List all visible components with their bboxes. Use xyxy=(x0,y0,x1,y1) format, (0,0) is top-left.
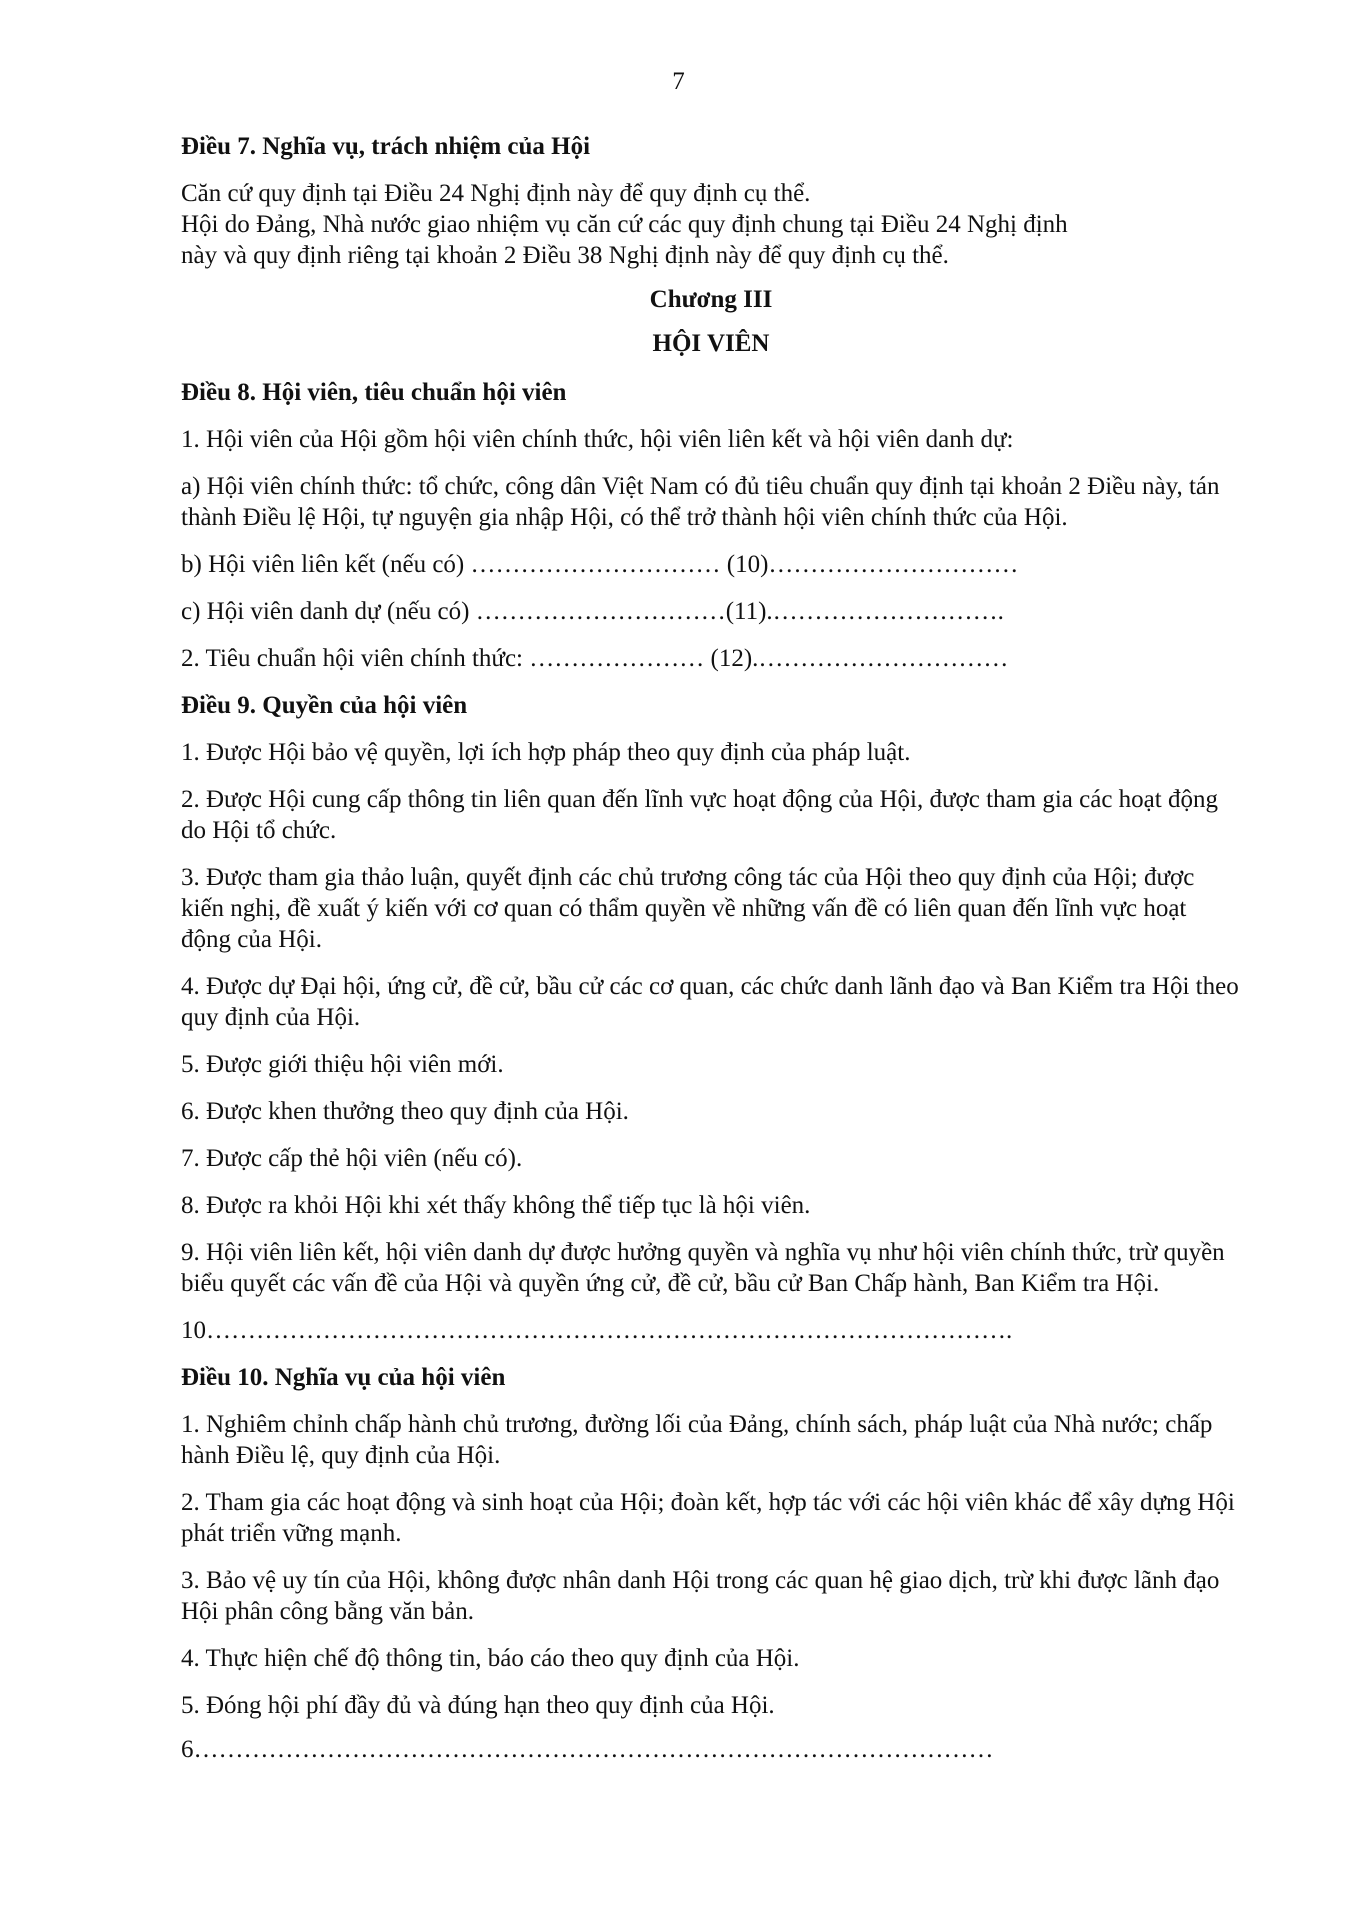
article-10-heading: Điều 10. Nghĩa vụ của hội viên xyxy=(181,1364,506,1391)
chapter-title: HỘI VIÊN xyxy=(652,330,770,357)
article-9-paragraph: 7. Được cấp thẻ hội viên (nếu có). xyxy=(181,1145,523,1172)
document-body xyxy=(181,131,1241,1765)
article-9-paragraph: 5. Được giới thiệu hội viên mới. xyxy=(181,1051,504,1078)
article-7-line: Căn cứ quy định tại Điều 24 Nghị định này để quy định cụ thể. xyxy=(181,180,811,207)
article-10-paragraph: 5. Đóng hội phí đầy đủ và đúng hạn theo quy định của Hội. xyxy=(181,1692,775,1719)
article-7-line: này và quy định riêng tại khoản 2 Điều 38 Nghị định này để quy định cụ thể. xyxy=(181,242,949,269)
article-8-paragraph: b) Hội viên liên kết (nếu có) ………………………… (10)………………………… xyxy=(181,551,1019,578)
article-9-paragraph: 1. Được Hội bảo vệ quyền, lợi ích hợp pháp theo quy định của pháp luật. xyxy=(181,739,911,766)
article-7-heading: Điều 7. Nghĩa vụ, trách nhiệm của Hội xyxy=(181,133,591,160)
article-8-paragraph: a) Hội viên chính thức: tổ chức, công dân Việt Nam có đủ tiêu chuẩn quy định tại khoản 2 Điều này, tán thành Điều lệ Hội, tự nguyện gia nhập Hội, có thể trở thành hội viên chính thức của Hội. xyxy=(181,473,1220,531)
article-9-paragraph: 9. Hội viên liên kết, hội viên danh dự được hưởng quyền và nghĩa vụ như hội viên chính thức, trừ quyền biểu quyết các vấn đề của Hội và quyền ứng cử, đề cử, bầu cử Ban Chấp hành, Ban Kiểm tra Hội. xyxy=(181,1239,1225,1297)
article-10-paragraph: 6…………………………………………………………………………………… xyxy=(181,1736,994,1763)
article-9-paragraph: 6. Được khen thưởng theo quy định của Hội. xyxy=(181,1098,629,1125)
article-9-paragraph: 4. Được dự Đại hội, ứng cử, đề cử, bầu cử các cơ quan, các chức danh lãnh đạo và Ban Kiểm tra Hội theo quy định của Hội. xyxy=(181,973,1239,1031)
article-8-paragraph: 2. Tiêu chuẩn hội viên chính thức: ………………… (12).………………………… xyxy=(181,645,1009,672)
article-9-paragraph: 10……………………………………………………………………………………. xyxy=(181,1317,1013,1344)
article-8-paragraph: 1. Hội viên của Hội gồm hội viên chính thức, hội viên liên kết và hội viên danh dự: xyxy=(181,426,1014,453)
article-9-paragraph: 2. Được Hội cung cấp thông tin liên quan đến lĩnh vực hoạt động của Hội, được tham gia các hoạt động do Hội tổ chức. xyxy=(181,786,1218,844)
article-10-paragraph: 2. Tham gia các hoạt động và sinh hoạt của Hội; đoàn kết, hợp tác với các hội viên khác để xây dựng Hội phát triển vững mạnh. xyxy=(181,1489,1235,1547)
article-8-paragraph: c) Hội viên danh dự (nếu có) …………………………(11).………………………. xyxy=(181,598,1004,625)
article-10-paragraph: 3. Bảo vệ uy tín của Hội, không được nhân danh Hội trong các quan hệ giao dịch, trừ khi được lãnh đạo Hội phân công bằng văn bản. xyxy=(181,1567,1220,1625)
article-9-paragraph: 8. Được ra khỏi Hội khi xét thấy không thể tiếp tục là hội viên. xyxy=(181,1192,811,1219)
article-8-heading: Điều 8. Hội viên, tiêu chuẩn hội viên xyxy=(181,379,567,406)
article-9-paragraph: 3. Được tham gia thảo luận, quyết định các chủ trương công tác của Hội theo quy định của Hội; được kiến nghị, đề xuất ý kiến với cơ quan có thẩm quyền về những vấn đề có liên quan đến lĩnh vực hoạt động của Hội. xyxy=(181,864,1195,953)
article-10-paragraph: 4. Thực hiện chế độ thông tin, báo cáo theo quy định của Hội. xyxy=(181,1645,800,1672)
page-number: 7 xyxy=(672,68,685,95)
chapter-number: Chương III xyxy=(649,286,773,313)
article-10-paragraph: 1. Nghiêm chỉnh chấp hành chủ trương, đường lối của Đảng, chính sách, pháp luật của Nhà nước; chấp hành Điều lệ, quy định của Hội. xyxy=(181,1411,1213,1469)
article-7-line: Hội do Đảng, Nhà nước giao nhiệm vụ căn cứ các quy định chung tại Điều 24 Nghị định xyxy=(181,211,1068,238)
article-9-heading: Điều 9. Quyền của hội viên xyxy=(181,692,468,719)
